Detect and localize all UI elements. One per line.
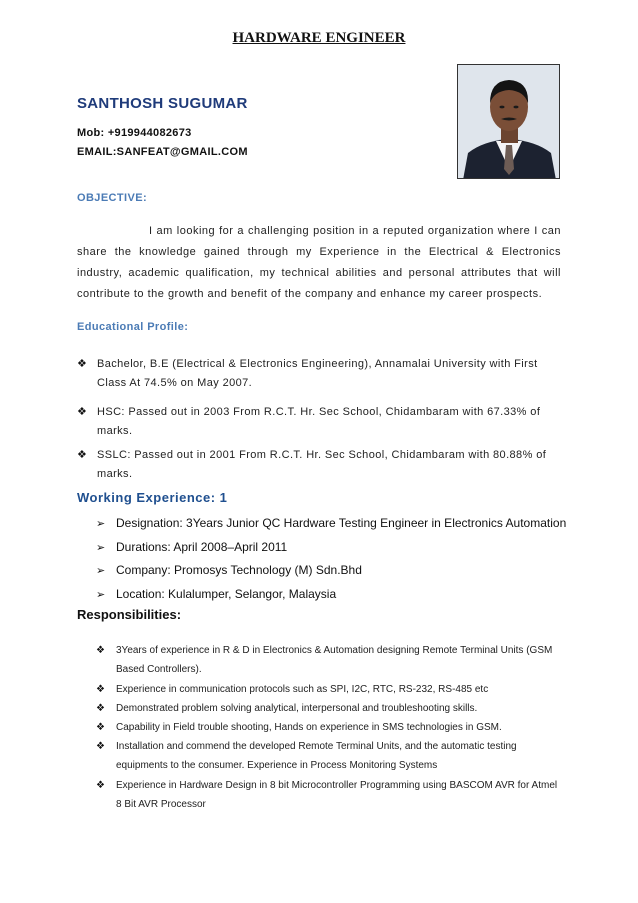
diamond-bullet-icon: ❖ — [96, 780, 105, 791]
profile-photo-image — [458, 65, 560, 179]
responsibility-text: Experience in Hardware Design in 8 bit Microcontroller Programming using BASCOM AVR for Atmel 8 Bit AVR Processor — [116, 780, 558, 810]
diamond-bullet-icon: ❖ — [77, 358, 88, 370]
responsibility-text: Experience in communication protocols such as SPI, I2C, RTC, RS-232, RS-485 etc — [116, 684, 489, 695]
responsibility-item — [96, 699, 562, 718]
education-item — [77, 403, 563, 441]
arrow-bullet-icon: ➢ — [96, 565, 106, 577]
work-item-text: Durations: April 2008–April 2011 — [116, 540, 288, 554]
work-item — [96, 587, 336, 601]
work-item-text: Location: Kulalumper, Selangor, Malaysia — [116, 587, 337, 601]
work-item — [96, 516, 566, 530]
education-item — [77, 446, 563, 484]
diamond-bullet-icon: ❖ — [77, 406, 88, 418]
page-title: HARDWARE ENGINEER — [232, 30, 406, 46]
education-item-text: HSC: Passed out in 2003 From R.C.T. Hr. Sec School, Chidambaram with 67.33% of marks. — [97, 406, 541, 437]
diamond-bullet-icon: ❖ — [96, 703, 105, 714]
candidate-name: SANTHOSH SUGUMAR — [77, 95, 248, 112]
diamond-bullet-icon: ❖ — [96, 684, 105, 695]
diamond-bullet-icon: ❖ — [96, 722, 105, 733]
arrow-bullet-icon: ➢ — [96, 518, 106, 530]
objective-paragraph: I am looking for a challenging position in a reputed organization where I can share the knowledge gained through my Experience in the Electrical & Electronics industry, academic qualification, my technical abilities and personal attributes that will contribute to the growth and benefit of the company and enhance my career prospects. — [77, 225, 561, 300]
work-item — [96, 563, 362, 577]
work-item-text: Designation: 3Years Junior QC Hardware Testing Engineer in Electronics Automation — [116, 516, 567, 530]
work-item-text: Company: Promosys Technology (M) Sdn.Bhd — [116, 563, 362, 577]
work-experience-heading: Working Experience: 1 — [77, 490, 228, 505]
responsibility-item — [96, 680, 562, 699]
responsibility-item — [96, 737, 562, 775]
responsibilities-heading: Responsibilities: — [77, 607, 182, 622]
objective-text — [77, 221, 561, 305]
diamond-bullet-icon: ❖ — [96, 741, 105, 752]
responsibility-text: Capability in Field trouble shooting, Hands on experience in SMS technologies in GSM. — [116, 722, 502, 733]
education-item-text: SSLC: Passed out in 2001 From R.C.T. Hr. Sec School, Chidambaram with 80.88% of marks. — [97, 449, 547, 480]
work-item — [96, 540, 287, 554]
responsibility-text: 3Years of experience in R & D in Electronics & Automation designing Remote Terminal Units (GSM Based Controllers). — [116, 645, 553, 675]
arrow-bullet-icon: ➢ — [96, 542, 106, 554]
education-item-text: Bachelor, B.E (Electrical & Electronics Engineering), Annamalai University with First Class At 74.5% on May 2007. — [97, 358, 538, 389]
diamond-bullet-icon: ❖ — [96, 645, 105, 656]
profile-photo — [457, 64, 560, 179]
responsibility-text: Demonstrated problem solving analytical, interpersonal and troubleshooting skills. — [116, 703, 478, 714]
responsibility-item — [96, 776, 562, 814]
education-heading: Educational Profile: — [77, 321, 189, 333]
diamond-bullet-icon: ❖ — [77, 449, 88, 461]
responsibility-item — [96, 718, 562, 737]
arrow-bullet-icon: ➢ — [96, 589, 106, 601]
email-address: EMAIL:SANFEAT@GMAIL.COM — [77, 146, 248, 158]
education-item — [77, 355, 563, 393]
mobile-number: Mob: +919944082673 — [77, 127, 192, 139]
responsibility-item — [96, 641, 562, 679]
responsibility-text: Installation and commend the developed Remote Terminal Units, and the automatic testing equipments to the consumer. Experience in Process Monitoring Systems — [116, 741, 517, 771]
objective-heading: OBJECTIVE: — [77, 192, 148, 204]
